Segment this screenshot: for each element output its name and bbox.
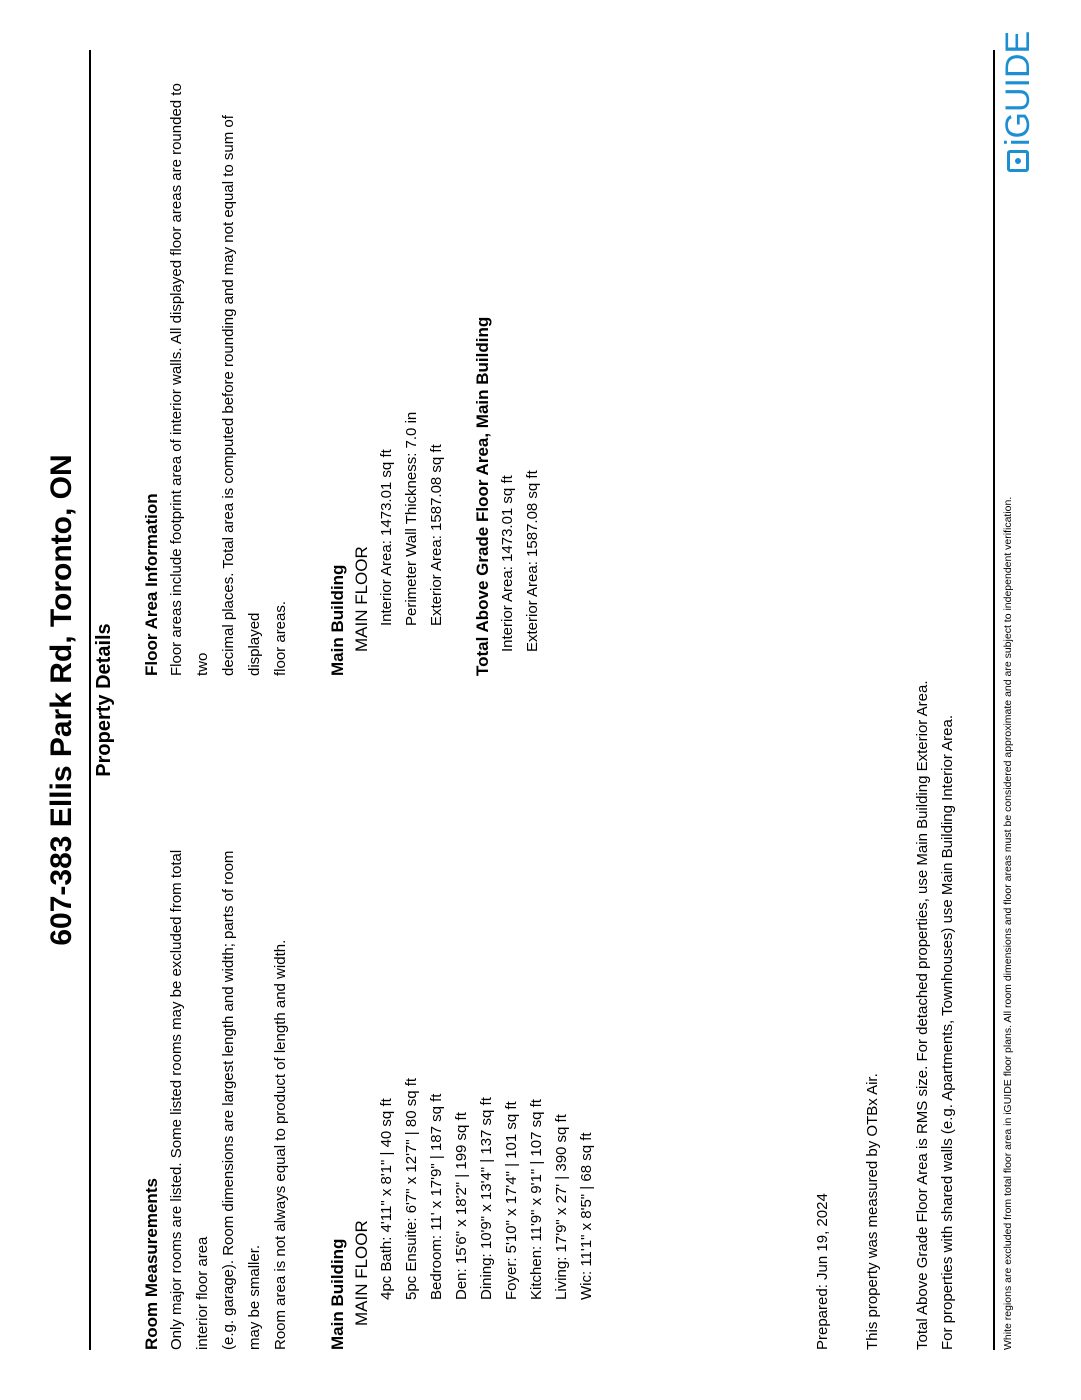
- floor-area-section: [140, 56, 545, 676]
- notes-section: [810, 350, 960, 1350]
- room-item: 4pc Bath: 4'11" x 8'1" | 40 sq ft: [378, 1098, 395, 1300]
- floor-area-heading: Floor Area Information: [142, 493, 161, 676]
- room-measurements-description: [164, 830, 294, 1350]
- prepared-date: Prepared: Jun 19, 2024: [814, 1193, 831, 1350]
- room-item: Kitchen: 11'9" x 9'1" | 107 sq ft: [528, 1099, 545, 1300]
- floor-heading: MAIN FLOOR: [352, 1220, 371, 1326]
- measured-by-note: This property was measured by OTBx Air.: [864, 1073, 881, 1350]
- description-line: (e.g. garage). Room dimensions are largest length and width; parts of room may be smaller.: [220, 850, 263, 1350]
- total-area-item: Exterior Area: 1587.08 sq ft: [524, 470, 541, 652]
- iguide-logo-icon: [1007, 150, 1029, 172]
- room-measurements-heading: Room Measurements: [142, 1178, 161, 1350]
- room-item: Living: 17'9" x 27' | 390 sq ft: [553, 1114, 570, 1300]
- room-list: [374, 830, 599, 1350]
- description-line: Floor areas include footprint area of interior walls. All displayed floor areas are rounded to two: [168, 83, 211, 676]
- description-line: Only major rooms are listed. Some listed rooms may be excluded from total interior floor area: [168, 849, 211, 1350]
- bottom-divider: [993, 50, 995, 1350]
- floor-area-description: [164, 56, 294, 676]
- rms-note-line: Total Above Grade Floor Area is RMS size. For detached properties, use Main Building Exterior Area.: [914, 680, 931, 1350]
- room-item: Foyer: 5'10" x 17'4" | 101 sq ft: [503, 1101, 520, 1300]
- description-line: floor areas.: [272, 600, 289, 676]
- room-measurements-section: [140, 830, 599, 1350]
- floor-heading: MAIN FLOOR: [352, 546, 371, 652]
- iguide-logo-text: iGUIDE: [999, 30, 1037, 146]
- room-item: Wic: 11'1" x 8'5" | 68 sq ft: [578, 1132, 595, 1300]
- room-item: Den: 15'6" x 18'2" | 199 sq ft: [453, 1112, 470, 1300]
- description-line: Room area is not always equal to product of length and width.: [272, 939, 289, 1350]
- room-item: Bedroom: 11' x 17'9" | 187 sq ft: [428, 1093, 445, 1300]
- rms-note-line: For properties with shared walls (e.g. Apartments, Townhouses) use Main Building Interior Area.: [939, 714, 956, 1350]
- top-divider: [89, 50, 91, 1350]
- page-subtitle: Property Details: [93, 623, 115, 777]
- iguide-logo: [1000, 31, 1036, 172]
- floor-area-item: Exterior Area: 1587.08 sq ft: [428, 444, 445, 626]
- page-title: 607-383 Ellis Park Rd, Toronto, ON: [45, 454, 78, 946]
- footer-disclaimer: White regions are excluded from total floor area in iGUIDE floor plans. All room dimensions and floor areas must be considered approximate and are subject to independent verification.: [1002, 496, 1014, 1350]
- floor-area-item: Perimeter Wall Thickness: 7.0 in: [403, 411, 420, 626]
- room-item: Dining: 10'9" x 13'4" | 137 sq ft: [478, 1097, 495, 1300]
- floor-area-item: Interior Area: 1473.01 sq ft: [378, 449, 395, 626]
- total-area-heading: Total Above Grade Floor Area, Main Building: [473, 316, 492, 676]
- total-area-item: Interior Area: 1473.01 sq ft: [499, 475, 516, 652]
- room-item: 5pc Ensuite: 6'7" x 12'7" | 80 sq ft: [403, 1077, 420, 1300]
- building-heading: Main Building: [328, 1238, 347, 1350]
- building-heading: Main Building: [328, 564, 347, 676]
- description-line: decimal places. Total area is computed before rounding and may not equal to sum of displayed: [220, 115, 263, 676]
